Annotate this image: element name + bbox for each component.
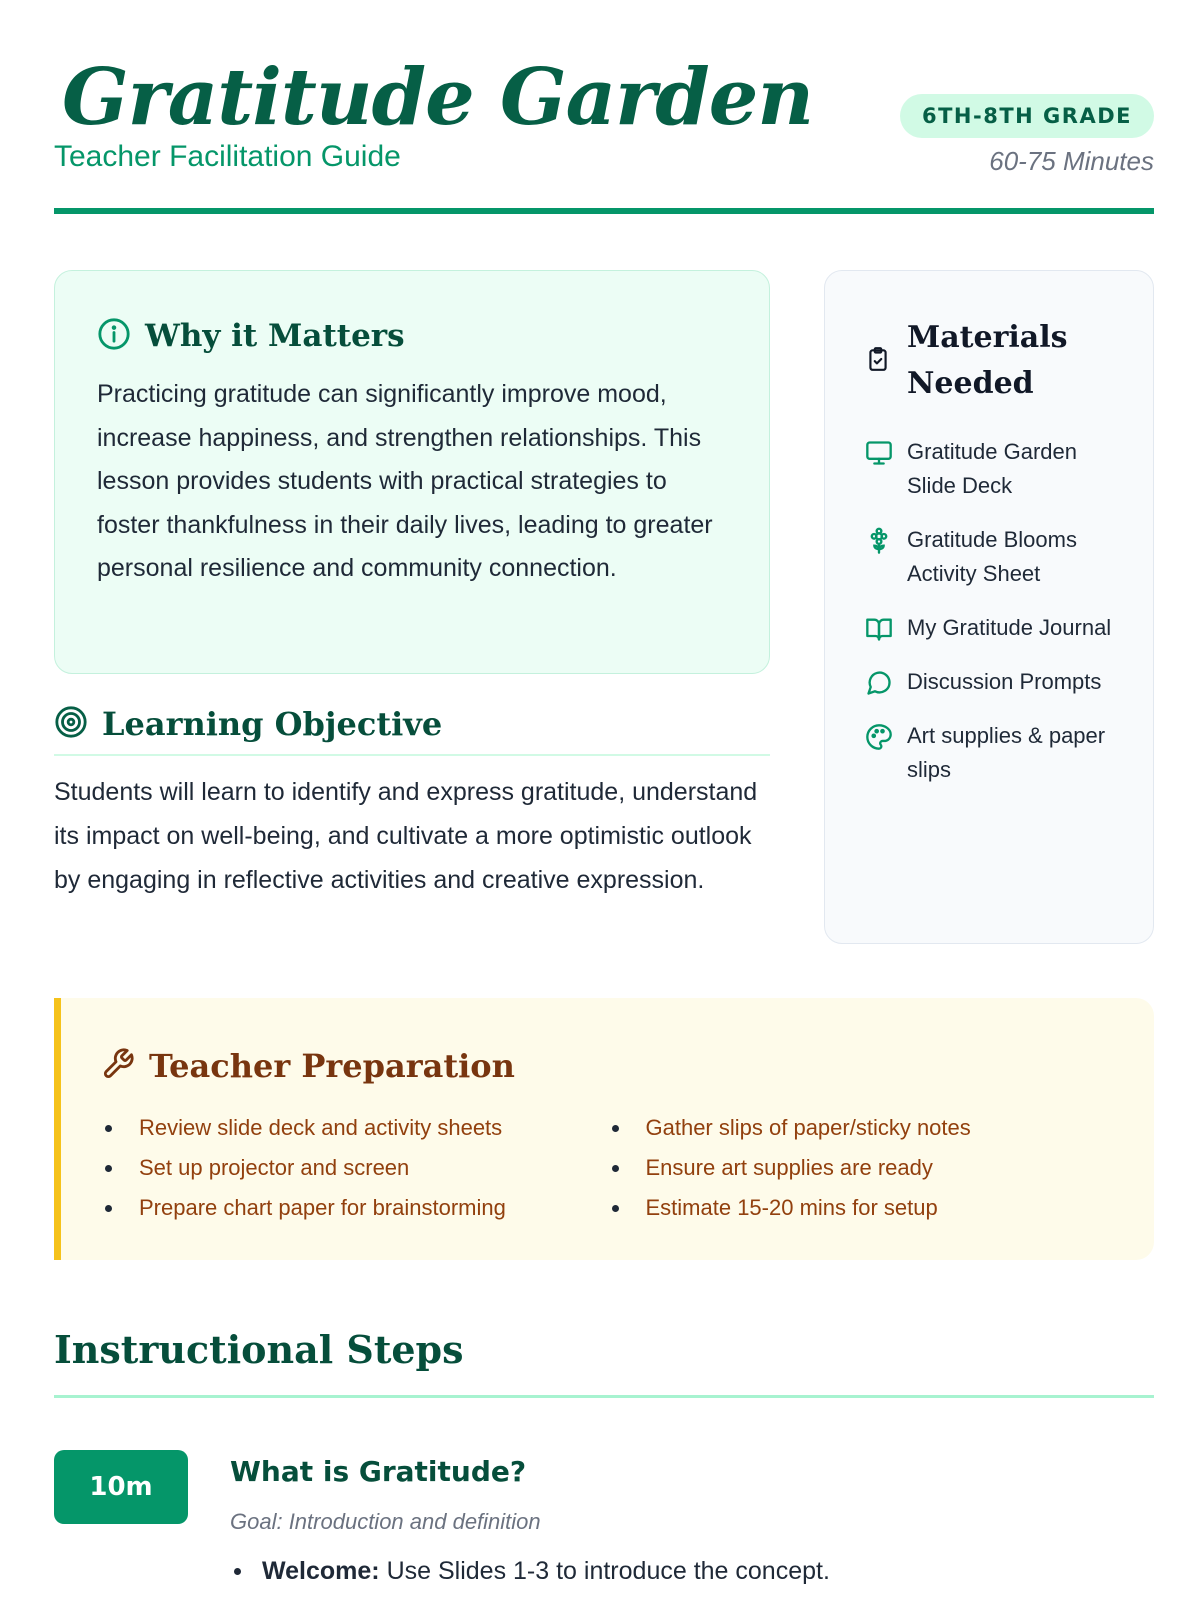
material-label: Discussion Prompts — [907, 669, 1102, 694]
why-heading-text: Why it Matters — [145, 318, 405, 354]
prep-list-right — [608, 1108, 1115, 1228]
step-bullet-text: Use Slides 1-3 to introduce the concept. — [379, 1557, 830, 1585]
prep-columns — [101, 1108, 1114, 1228]
instructional-steps-heading-text: Instructional Steps — [54, 1327, 464, 1372]
step-title: What is Gratitude? — [230, 1455, 527, 1488]
prep-item: Gather slips of paper/sticky notes — [608, 1108, 1115, 1148]
page-title: Gratitude Garden — [62, 52, 814, 143]
target-icon — [54, 705, 88, 743]
material-label: My Gratitude Journal — [907, 615, 1112, 640]
learning-objective-body: Students will learn to identify and express gratitude, understand its impact on well-being, and cultivate a more optimistic outlook by engaging in reflective activities and creative expression. — [54, 778, 758, 894]
material-item — [865, 523, 1123, 591]
flower-icon — [865, 527, 893, 555]
materials-card — [824, 270, 1154, 944]
material-label: Art supplies & paper slips — [907, 723, 1106, 782]
learning-objective-heading — [54, 700, 770, 756]
info-circle-icon — [97, 317, 131, 355]
prep-item: Review slide deck and activity sheets — [101, 1108, 608, 1148]
chat-bubble-icon — [865, 669, 893, 697]
grade-badge: 6TH-8TH GRADE — [900, 94, 1154, 138]
step-bullet-list — [230, 1550, 830, 1592]
why-it-matters-card — [54, 270, 770, 674]
page-header — [54, 50, 1154, 216]
clipboard-check-icon — [865, 346, 891, 376]
prep-heading — [101, 1042, 1114, 1090]
step-goal: Goal: Introduction and definition — [230, 1509, 541, 1534]
teacher-preparation-card — [54, 998, 1154, 1260]
material-label: Gratitude Blooms Activity Sheet — [907, 527, 1077, 586]
prep-list-left — [101, 1108, 608, 1228]
monitor-icon — [865, 439, 893, 467]
header-divider — [54, 208, 1154, 214]
step-bullet-label: Welcome: — [262, 1557, 380, 1585]
step-bullet — [230, 1550, 830, 1592]
prep-item: Prepare chart paper for brainstorming — [101, 1188, 608, 1228]
instructional-step — [54, 1450, 1154, 1600]
materials-heading-text: Materials Needed — [907, 320, 1068, 401]
prep-item: Ensure art supplies are ready — [608, 1148, 1115, 1188]
materials-list — [865, 435, 1123, 787]
palette-icon — [865, 723, 893, 751]
learning-objective-heading-text: Learning Objective — [102, 705, 443, 743]
material-item — [865, 665, 1123, 699]
material-item — [865, 611, 1123, 645]
material-item — [865, 435, 1123, 503]
book-open-icon — [865, 615, 893, 643]
prep-item: Set up projector and screen — [101, 1148, 608, 1188]
prep-heading-text: Teacher Preparation — [149, 1047, 515, 1085]
instructional-steps-heading — [54, 1320, 1154, 1398]
why-body: Practicing gratitude can significantly improve mood, increase happiness, and strengthen relationships. This lesson provides students with practical strategies to foster thankfulness in their daily lives, leading to greater personal resilience and community connection. — [97, 380, 713, 582]
wrench-icon — [101, 1047, 135, 1085]
material-label: Gratitude Garden Slide Deck — [907, 439, 1077, 498]
page-subtitle: Teacher Facilitation Guide — [54, 140, 401, 173]
duration-label: 60-75 Minutes — [989, 146, 1154, 176]
prep-item: Estimate 15-20 mins for setup — [608, 1188, 1115, 1228]
why-heading — [97, 311, 729, 361]
step-time-badge: 10m — [54, 1450, 188, 1524]
material-item — [865, 719, 1123, 787]
materials-heading — [865, 315, 1123, 407]
